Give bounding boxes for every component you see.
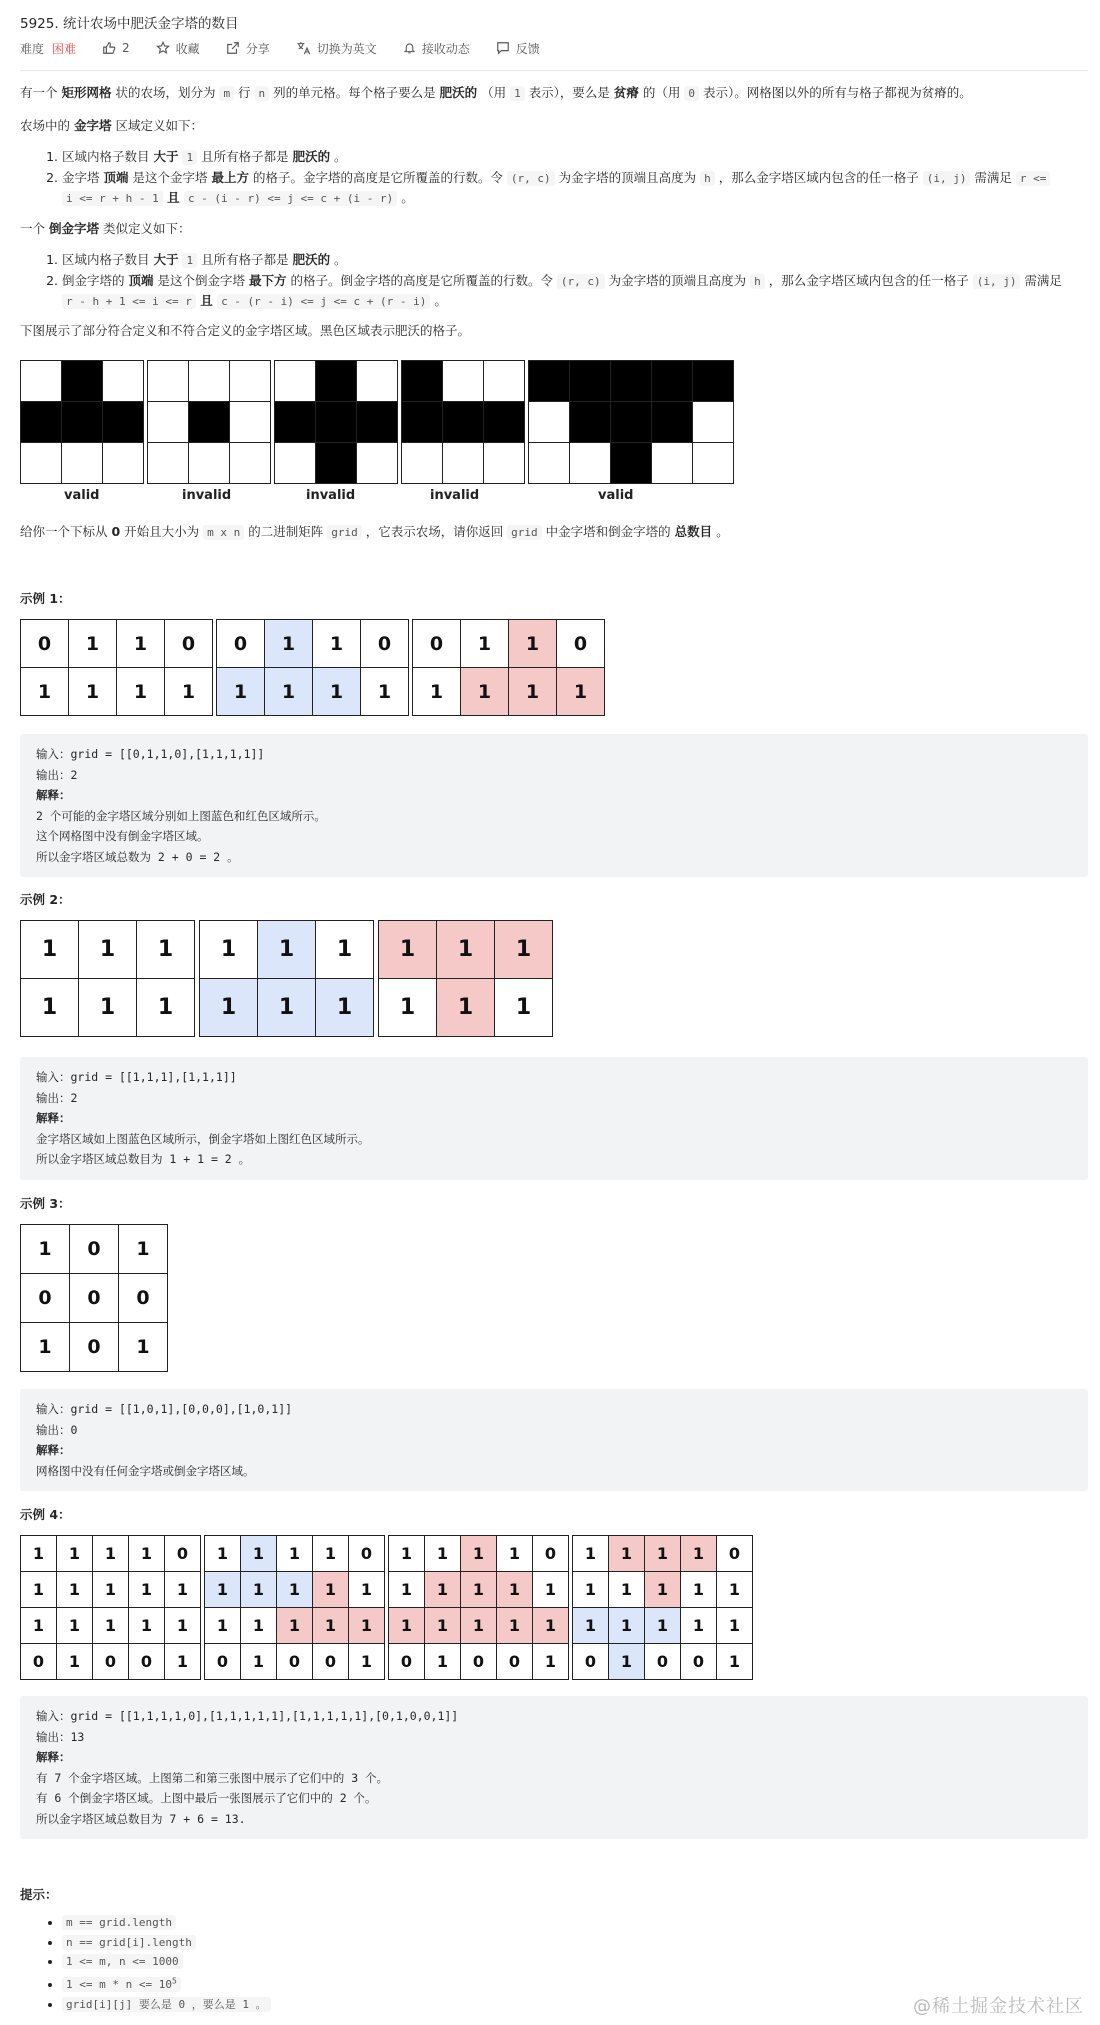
example-grid: 1 1 1 1 0 1 1 1 1 1 1 1 1 1 1 0 1 0 0 1	[20, 1535, 201, 1680]
share-icon	[226, 41, 240, 55]
figure-label: invalid	[306, 488, 356, 503]
figure-label: invalid	[182, 488, 232, 503]
code-line: 解释：	[36, 1111, 71, 1125]
inverse-pyramid-definition-list	[62, 250, 1082, 312]
example-grid: 1 1 1 1 0 1 1 1 1 1 1 1 1 1 1 0 1 0 0 1	[572, 1535, 753, 1680]
like-count: 2	[122, 41, 130, 55]
favorite-label: 收藏	[175, 41, 200, 56]
desc-paragraph-2: 农场中的 金字塔 区域定义如下：	[20, 118, 203, 133]
code-line: 所以金字塔区域总数为 2 + 0 = 2 。	[36, 849, 239, 864]
list-item: • n == grid[i].length	[62, 1933, 271, 1953]
code-line: 输出：13	[36, 1729, 85, 1744]
example-grid: 1 1 1 1 1 1	[20, 920, 195, 1037]
constraints-list	[62, 1913, 271, 2014]
feedback-icon	[496, 41, 510, 55]
bell-icon	[403, 41, 416, 55]
code-line: 解释：	[36, 1443, 71, 1457]
share-button[interactable]	[226, 40, 270, 57]
tips-heading: 提示：	[20, 1887, 58, 1902]
problem-meta-bar	[20, 39, 566, 57]
switch-language-label: 切换为英文	[316, 41, 377, 56]
code-line: 输出：2	[36, 1090, 78, 1105]
example-3-code-block	[20, 1389, 1088, 1491]
figure-grid	[401, 360, 525, 484]
list-item: 1. 区域内格子数目 大于 1 且所有格子都是 肥沃的 。	[62, 250, 1082, 270]
like-button[interactable]	[102, 41, 130, 55]
example-2-grids	[20, 920, 556, 1037]
figure-label: valid	[598, 488, 634, 503]
code-line: 有 6 个倒金字塔区域。上图中最后一张图展示了它们中的 2 个。	[36, 1791, 377, 1805]
difficulty-label: 难度	[20, 41, 45, 56]
example-4-code-block	[20, 1696, 1088, 1839]
subscribe-button[interactable]	[403, 40, 470, 57]
list-item: 2. 金字塔 顶端 是这个金字塔 最上方 的格子。金字塔的高度是它所覆盖的行数。令 (r, c) 为金字塔的顶端且高度为 h ，那么金字塔区域内包含的任一格子 (i, j) 需满足 r <= i <= r + h - 1 且 c - (i - r) <= j <= c + (i - r) 。	[62, 168, 1082, 208]
problem-title: 5925. 统计农场中肥沃金字塔的数目	[20, 16, 239, 32]
figure-grid	[274, 360, 398, 484]
code-line: 网格图中没有任何金字塔或倒金字塔区域。	[36, 1463, 255, 1478]
desc-paragraph-5: 给你一个下标从 0 开始且大小为 m x n 的二进制矩阵 grid ，它表示农场，请你返回 grid 中金字塔和倒金字塔的 总数目 。	[20, 524, 729, 539]
example-2-heading: 示例 2：	[20, 892, 71, 907]
example-grid: 1 0 1 0 0 0 1 0 1	[20, 1224, 168, 1372]
list-item: 2. 倒金字塔的 顶端 是这个倒金字塔 最下方 的格子。倒金字塔的高度是它所覆盖的行数。令 (r, c) 为金字塔的顶端且高度为 h ，那么金字塔区域内包含的任一格子 (i, j) 需满足 r - h + 1 <= i <= r 且 c - (r - i) <= j <= c + (r - i) 。	[62, 271, 1082, 311]
example-2-code-block	[20, 1057, 1088, 1180]
divider	[20, 70, 1088, 71]
example-3-heading: 示例 3：	[20, 1196, 71, 1211]
figure-grid	[20, 360, 144, 484]
code-line: 金字塔区域如上图蓝色区域所示，倒金字塔如上图红色区域所示。	[36, 1131, 370, 1146]
code-line: 输入：grid = [[1,1,1],[1,1,1]]	[36, 1070, 237, 1084]
example-1-code-block	[20, 734, 1088, 877]
code-line: 所以金字塔区域总数目为 7 + 6 = 13.	[36, 1811, 246, 1826]
code-line: 输入：grid = [[0,1,1,0],[1,1,1,1]]	[36, 747, 265, 761]
pyramid-figure	[20, 360, 737, 484]
thumbs-up-icon	[102, 41, 116, 55]
list-item: • m == grid.length	[62, 1913, 271, 1933]
code-line: 解释：	[36, 788, 71, 802]
list-item: • grid[i][j] 要么是 0 ，要么是 1 。	[62, 1995, 271, 2015]
example-3-grids	[20, 1224, 171, 1372]
figure-label: invalid	[430, 488, 480, 503]
code-line: 输入：grid = [[1,0,1],[0,0,0],[1,0,1]]	[36, 1402, 293, 1416]
code-line: 2 个可能的金字塔区域分别如上图蓝色和红色区域所示。	[36, 808, 326, 823]
example-grid: 1 1 1 1 0 1 1 1 1 1 1 1 1 1 1 0 1 0 0 1	[204, 1535, 385, 1680]
figure-label: valid	[64, 488, 100, 503]
feedback-button[interactable]	[496, 40, 540, 57]
list-item: • $1 <= m * n <= 10^5$	[62, 1972, 271, 1995]
switch-language-button[interactable]	[296, 40, 377, 57]
code-line: 输入：grid = [[1,1,1,1,0],[1,1,1,1,1],[1,1,1,1,1],[0,1,0,0,1]]	[36, 1709, 459, 1723]
example-4-grids	[20, 1535, 756, 1680]
figure-grid	[528, 360, 734, 484]
star-icon	[156, 41, 170, 55]
watermark: @稀土掘金技术社区	[913, 1996, 1084, 2017]
example-4-heading: 示例 4：	[20, 1507, 71, 1522]
list-item: • 1 <= m, n <= 1000	[62, 1952, 271, 1972]
example-grid: 0 1 1 0 1 1 1 1	[20, 619, 213, 716]
figure-grid	[147, 360, 271, 484]
code-line: 这个网格图中没有倒金字塔区域。	[36, 829, 209, 843]
example-grid: 0 1 1 0 1 1 1 1	[412, 619, 605, 716]
translate-icon	[296, 41, 311, 55]
difficulty-badge: 困难	[52, 41, 77, 56]
example-1-grids	[20, 619, 608, 716]
code-line: 解释：	[36, 1750, 71, 1764]
pyramid-definition-list	[62, 147, 1082, 209]
example-grid: 1 1 1 1 1 1	[199, 920, 374, 1037]
example-grid: 1 1 1 1 0 1 1 1 1 1 1 1 1 1 1 0 1 0 0 1	[388, 1535, 569, 1680]
list-item: 1. 区域内格子数目 大于 1 且所有格子都是 肥沃的 。	[62, 147, 1082, 167]
feedback-label: 反馈	[515, 41, 540, 56]
example-grid: 0 1 1 0 1 1 1 1	[216, 619, 409, 716]
desc-paragraph-1: 有一个 矩形网格 状的农场，划分为 m 行 n 列的单元格。每个格子要么是 肥沃的 （用 1 表示），要么是 贫瘠 的（用 0 表示）。网格图以外的所有与格子都视为贫瘠的。	[20, 85, 972, 100]
desc-paragraph-4: 下图展示了部分符合定义和不符合定义的金字塔区域。黑色区域表示肥沃的格子。	[20, 323, 471, 338]
favorite-button[interactable]	[156, 40, 200, 57]
code-line: 输出：0	[36, 1422, 78, 1437]
code-line: 输出：2	[36, 767, 78, 782]
share-label: 分享	[245, 41, 270, 56]
example-grid: 1 1 1 1 1 1	[378, 920, 553, 1037]
subscribe-label: 接收动态	[421, 41, 470, 56]
desc-paragraph-3: 一个 倒金字塔 类似定义如下：	[20, 221, 191, 236]
code-line: 有 7 个金字塔区域。上图第二和第三张图中展示了它们中的 3 个。	[36, 1770, 389, 1785]
example-1-heading: 示例 1：	[20, 591, 71, 606]
code-line: 所以金字塔区域总数目为 1 + 1 = 2 。	[36, 1152, 251, 1166]
